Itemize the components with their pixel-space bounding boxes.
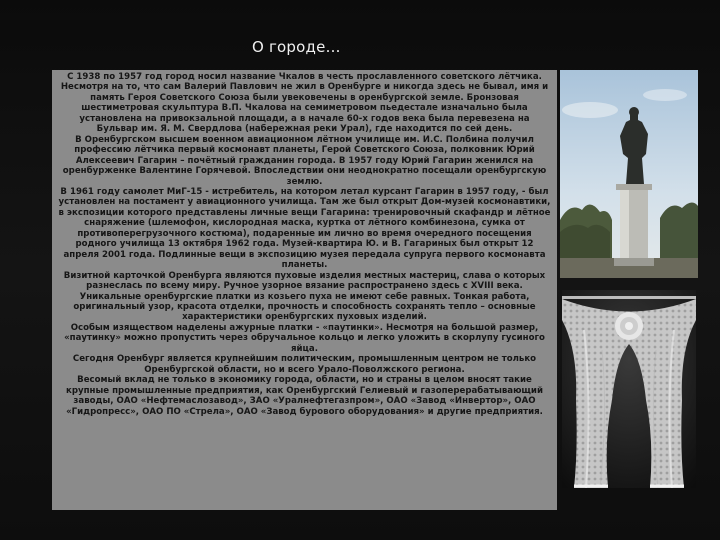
paragraph-pautinka: Особым изяществом наделены ажурные платки - «паутинки». Несмотря на большой размер, «паутинку» можно пропустить через обручальное кольцо и легко уложить в скорлупу гусиного яйца.: [64, 322, 545, 354]
paragraph-gagarin: В Оренбургском высшем военном авиационном лётном училище им. И.С. Полбина получил профессию лётчика первый космонавт планеты, Герой Советского Союза, полковник Юрий Алексеевич Гагарин – почётный гражданин города. В 1957 году Юрий Гагарин женился на оренбурженке Валентине Горячевой. Впоследствии они неоднократно посещали оренбургскую землю.: [62, 134, 547, 187]
paragraph-industry-center: Сегодня Оренбург является крупнейшим политическим, промышленным центром не только Оренбургской области, но и всего Урало-Поволжского региона.: [72, 354, 537, 375]
paragraph-mig15-museum: В 1961 году самолет МиГ-15 - истребитель, на котором летал курсант Гагарин в 1957 году, - был установлен на постамент у авиационного училища. Там же был открыт Дом-музей космонавтики, в экспозиции которого представлены личные вещи Гагарина: тренировочный скафандр и лётное снаряжение (шлемофон, кислородная маска, куртка от лётного комбинезона, сумка от противоперегрузочного костюма), подаренные им лично во время очередного посещения родного училища 13 октября 1962 года. Музей-квартира Ю. и В. Гагариных был открыт 12 апреля 2001 года. Подлинные вещи в экспозицию музея передала супруга первого космонавта планеты.: [58, 186, 551, 271]
slide-title: О городе…: [252, 38, 341, 56]
body-text-box: [52, 70, 557, 510]
paragraph-down-shawls: Визитной карточкой Оренбурга являются пуховые изделия местных мастериц, слава о которых разнеслась по всему миру. Ручное узорное вязание распространено здесь с XVIII века. Уникальные оренбургские платки из козьего пуха не имеют себе равных. Тонкая работа, оригинальный узор, красота отделки, прочность и способность сохранять тепло – основные характеристики оренбургских пуховых изделий.: [63, 270, 546, 323]
lace-shawl-photo: [562, 290, 696, 488]
paragraph-enterprises: Весомый вклад не только в экономику города, области, но и страны в целом вносят такие крупные промышленные предприятия, как Оренбургский Гелиевый и газоперерабатывающий заводы, ОАО «Нефтемаслозавод», ЗАО «Уралнефтегазпром», ОАО «Завод «Инвертор», ОАО «Гидропресс», ОАО ПО «Стрела», ОАО «Завод бурового оборудования» и другие предприятия.: [66, 375, 543, 417]
paragraph-chkalov: С 1938 по 1957 год город носил название Чкалов в честь прославленного советского лётчика. Несмотря на то, что сам Валерий Павлович не жил в Оренбурге и никогда здесь не бывал, имя и память Героя Советского Союза были увековечены в оренбургской земле. Бронзовая шестиметровая скульптура В.П. Чкалова на семиметровом пьедестале изначально была установлена на привокзальной площади, а в начале 60-х годов века была перевезена на Бульвар им. Я. М. Свердлова (набережная реки Урал), где находится по сей день.: [60, 72, 549, 135]
chkalov-monument-photo: [560, 70, 698, 278]
